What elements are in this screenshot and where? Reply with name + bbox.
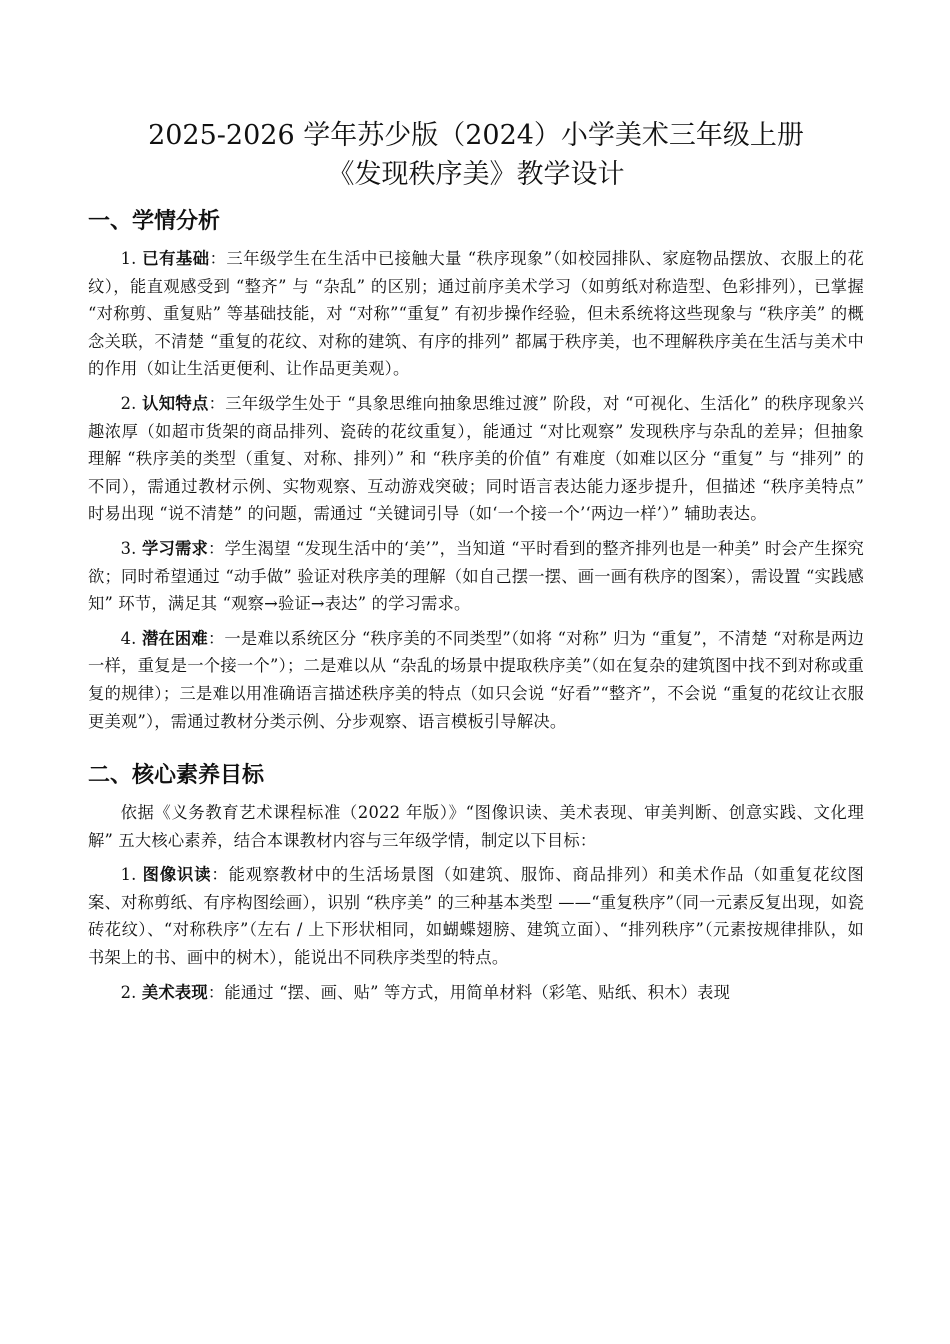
item-term: 认知特点 — [142, 393, 209, 413]
document-page — [88, 118, 864, 1013]
analysis-item-1 — [88, 245, 864, 383]
section-heading-goals: 二、核心素养目标 — [88, 763, 265, 789]
doc-title-line2: 《发现秩序美》教学设计 — [327, 159, 625, 190]
analysis-item-2 — [88, 390, 864, 528]
item-text: ：一是难以系统区分 “秩序美的不同类型”（如将 “对称” 归为 “重复”，不清楚 “对称是两边一样，重复是一个接一个”）；二是难以从 “杂乱的场景中提取秩序美”（如在复杂的建筑图中找不到对称或重复的规律）；三是难以用准确语言描述秩序美的特点（如只会说 “好看”“整齐”，不会说 “重复的花纹让衣服更美观”），需通过教材分类示例、分步观察、语言模板引导解决。 — [88, 628, 864, 731]
item-number: 1. — [120, 249, 137, 268]
item-term: 已有基础 — [142, 249, 210, 268]
analysis-item-4 — [88, 625, 864, 735]
item-term: 潜在困难 — [141, 628, 208, 648]
analysis-item-3 — [88, 535, 864, 618]
item-term: 美术表现 — [141, 982, 208, 1002]
doc-title-line1: 2025-2026 学年苏少版（2024）小学美术三年级上册 — [148, 120, 804, 151]
section-heading-analysis: 一、学情分析 — [88, 209, 221, 234]
item-term: 学习需求 — [141, 538, 209, 558]
goal-item-2 — [88, 979, 864, 1007]
goals-intro: 依据《义务教育艺术课程标准（2022 年版）》“图像识读、美术表现、审美判断、创意实践、文化理解” 五大核心素养，结合本课教材内容与三年级学情，制定以下目标： — [88, 803, 864, 850]
item-number: 1. — [120, 865, 137, 885]
item-text: ：三年级学生在生活中已接触大量 “秩序现象”（如校园排队、家庭物品摆放、衣服上的花纹），能直观感受到 “整齐” 与 “杂乱” 的区别；通过前序美术学习（如剪纸对称造型、色彩排列），已掌握 “对称剪、重复贴” 等基础技能，对 “对称”“重复” 有初步操作经验，但未系统将这些现象与 “秩序美” 的概念关联，不清楚 “重复的花纹、对称的建筑、有序的排列” 都属于秩序美，也不理解秩序美在生活与美术中的作用（如让生活更便利、让作品更美观）。 — [88, 249, 864, 379]
item-term: 图像识读 — [142, 865, 212, 885]
item-text: ：三年级学生处于 “具象思维向抽象思维过渡” 阶段，对 “可视化、生活化” 的秩序现象兴趣浓厚（如超市货架的商品排列、瓷砖的花纹重复），能通过 “对比观察” 发现秩序与杂乱的差异；但抽象理解 “秩序美的类型（重复、对称、排列）” 和 “秩序美的价值” 有难度（如难以区分 “重复” 与 “排列” 的不同），需通过教材示例、实物观察、互动游戏突破；同时语言表达能力逐步提升，但描述 “秩序美特点” 时易出现 “说不清楚” 的问题，需通过 “关键词引导（如‘一个接一个’‘两边一样’）” 辅助表达。 — [88, 393, 864, 524]
item-text: ：能通过 “摆、画、贴” 等方式，用简单材料（彩笔、贴纸、积木）表现 — [207, 982, 731, 1002]
item-number: 2. — [120, 982, 137, 1002]
item-number: 4. — [120, 628, 137, 648]
item-number: 2. — [120, 393, 137, 413]
item-text: ：能观察教材中的生活场景图（如建筑、服饰、商品排列）和美术作品（如重复花纹图案、对称剪纸、有序构图绘画），识别 “秩序美” 的三种基本类型 ——“重复秩序”（同一元素反复出现，如瓷砖花纹）、“对称秩序”（左右 / 上下形状相同，如蝴蝶翅膀、建筑立面）、“排列秩序”（元素按规律排队，如书架上的书、画中的树木），能说出不同秩序类型的特点。 — [88, 865, 864, 968]
goal-item-1 — [88, 861, 864, 971]
item-text: ：学生渴望 “发现生活中的‘美’”，当知道 “平时看到的整齐排列也是一种美” 时会产生探究欲；同时希望通过 “动手做” 验证对秩序美的理解（如自己摆一摆、画一画有秩序的图案），需设置 “实践感知” 环节，满足其 “观察→验证→表达” 的学习需求。 — [88, 538, 864, 614]
item-number: 3. — [120, 538, 137, 558]
